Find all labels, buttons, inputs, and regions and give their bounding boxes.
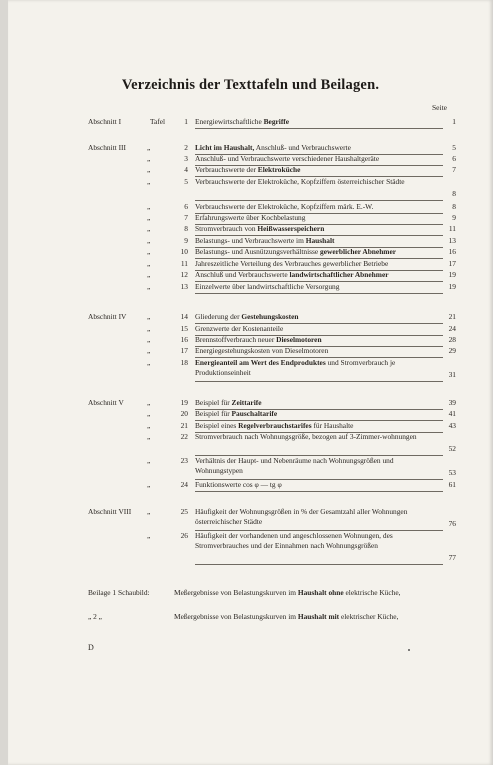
- beilage-label: „ 2 „: [88, 612, 102, 621]
- table-number: 19: [180, 398, 188, 407]
- page-number: 11: [448, 224, 456, 233]
- ditto-mark: „: [147, 259, 151, 268]
- entry-title: Energiewirtschaftliche Begriffe: [195, 117, 290, 126]
- entry-title: Belastungs- und Ausnützungsverhältnisse gewerblicher Abnehmer: [195, 247, 397, 256]
- entry-title: Verbrauchswerte der Elektroküche, Kopfziffern österreichischer Städte: [195, 177, 405, 186]
- page-number: 8: [452, 202, 456, 211]
- ditto-mark: „: [147, 154, 151, 163]
- seite-header: Seite: [432, 103, 447, 112]
- beilage-title: Meßergebnisse von Belastungskurven im Haushalt ohne elektrische Küche,: [174, 588, 401, 597]
- page-number: 1: [452, 117, 456, 126]
- ditto-mark: „: [147, 409, 151, 418]
- entry-title: Verbrauchswerte der Elektroküche: [195, 165, 301, 174]
- ditto-mark: „: [147, 224, 151, 233]
- table-number: 16: [180, 335, 188, 344]
- table-number: 20: [180, 409, 188, 418]
- page-title: Verzeichnis der Texttafeln und Beilagen.: [121, 77, 380, 93]
- document-page: [8, 0, 493, 765]
- entry-title: Erfahrungswerte über Kochbelastung: [195, 213, 306, 222]
- page-number: 13: [448, 236, 456, 245]
- entry-title: Stromverbrauch nach Wohnungsgröße, bezogen auf 3-Zimmer-wohnungen: [195, 432, 417, 441]
- page-number: 41: [448, 409, 456, 418]
- table-number: 18: [180, 358, 188, 367]
- entry-title: Stromverbrauch von Heißwasserspeichern: [195, 224, 325, 233]
- ditto-mark: „: [147, 432, 151, 441]
- ditto-mark: „: [147, 456, 151, 465]
- entry-title: Verbrauchswerte der Elektroküche, Kopfziffern märk. E.-W.: [195, 202, 374, 211]
- page-number: 43: [448, 421, 456, 430]
- page-number: 39: [448, 398, 456, 407]
- tafel-label: Tafel: [150, 117, 166, 126]
- page-number: 7: [452, 165, 456, 174]
- footer-letter: D: [88, 643, 94, 652]
- page-number: 19: [448, 270, 456, 279]
- page-number: 5: [452, 143, 456, 152]
- paper-speck: [408, 649, 410, 651]
- ditto-mark: „: [147, 531, 151, 540]
- row-rule: [195, 381, 443, 382]
- ditto-mark: „: [147, 165, 151, 174]
- table-number: 15: [180, 324, 188, 333]
- ditto-mark: „: [147, 480, 151, 489]
- entry-title: Brennstoffverbrauch neuer Dieselmotoren: [195, 335, 322, 344]
- ditto-mark: „: [147, 421, 151, 430]
- ditto-mark: „: [147, 143, 151, 152]
- page-number: 9: [452, 213, 456, 222]
- ditto-mark: „: [147, 346, 151, 355]
- table-number: 9: [184, 236, 188, 245]
- table-number: 11: [180, 259, 188, 268]
- beilage-label: Beilage 1 Schaubild:: [88, 588, 150, 597]
- entry-title: Funktionswerte cos φ — tg φ: [195, 480, 282, 489]
- row-rule: [195, 491, 443, 492]
- page-number: 24: [448, 324, 456, 333]
- page-number: 19: [448, 282, 456, 291]
- table-number: 13: [180, 282, 188, 291]
- page-number: 16: [448, 247, 456, 256]
- page-number: 61: [448, 480, 456, 489]
- page-number: 76: [448, 519, 456, 528]
- entry-title: Anschluß- und Verbrauchswerte verschiedener Haushaltgeräte: [195, 154, 380, 163]
- entry-title: Einzelwerte über landwirtschaftliche Versorgung: [195, 282, 340, 291]
- entry-title: Grenzwerte der Kostenanteile: [195, 324, 284, 333]
- section-label: Abschnitt I: [88, 117, 122, 126]
- table-number: 21: [180, 421, 188, 430]
- page-number: 31: [448, 370, 456, 379]
- row-rule: [195, 200, 443, 201]
- table-number: 24: [180, 480, 188, 489]
- table-number: 7: [184, 213, 188, 222]
- entry-title: Licht im Haushalt, Anschluß- und Verbrauchswerte: [195, 143, 351, 152]
- entry-title: Verhältnis der Haupt- und Nebenräume nach Wohnungsgrößen und Wohnungstypen: [195, 456, 394, 475]
- beilage-title: Meßergebnisse von Belastungskurven im Haushalt mit elektrischer Küche,: [174, 612, 399, 621]
- table-number: 25: [180, 507, 188, 516]
- section-label: Abschnitt IV: [88, 312, 127, 321]
- entry-title: Häufigkeit der vorhandenen und angeschlossenen Wohnungen, des Stromverbrauches und der Einnahmen nach Wohnungsgrößen: [195, 531, 393, 550]
- entry-title: Beispiel eines Regelverbrauchstarifes für Haushalte: [195, 421, 354, 430]
- ditto-mark: „: [147, 312, 151, 321]
- page-number: 52: [448, 444, 456, 453]
- ditto-mark: „: [147, 247, 151, 256]
- entry-title: Häufigkeit der Wohnungsgrößen in % der Gesamtzahl aller Wohnungen österreichischer Städte: [195, 507, 408, 526]
- table-number: 10: [180, 247, 188, 256]
- ditto-mark: „: [147, 324, 151, 333]
- table-number: 5: [184, 177, 188, 186]
- row-rule: [195, 293, 443, 294]
- entry-title: Jahreszeitliche Verteilung des Verbrauches gewerblicher Betriebe: [195, 259, 389, 268]
- table-number: 26: [180, 531, 188, 540]
- page-number: 8: [452, 189, 456, 198]
- table-of-contents: [8, 0, 493, 765]
- entry-title: Gliederung der Gestehungskosten: [195, 312, 299, 321]
- page-number: 6: [452, 154, 456, 163]
- table-number: 6: [184, 202, 188, 211]
- ditto-mark: „: [147, 358, 151, 367]
- row-rule: [195, 128, 443, 129]
- ditto-mark: „: [147, 202, 151, 211]
- entry-title: Beispiel für Zeittarife: [195, 398, 262, 407]
- table-number: 8: [184, 224, 188, 233]
- table-number: 23: [180, 456, 188, 465]
- table-number: 2: [184, 143, 188, 152]
- ditto-mark: „: [147, 213, 151, 222]
- ditto-mark: „: [147, 236, 151, 245]
- ditto-mark: „: [147, 507, 151, 516]
- section-label: Abschnitt V: [88, 398, 124, 407]
- table-number: 12: [180, 270, 188, 279]
- page-number: 28: [448, 335, 456, 344]
- table-number: 1: [184, 117, 188, 126]
- ditto-mark: „: [147, 398, 151, 407]
- page-number: 77: [448, 553, 456, 562]
- entry-title: Energieanteil am Wert des Endproduktes und Stromverbrauch je Produktionseinheit: [195, 358, 396, 377]
- table-number: 17: [180, 346, 188, 355]
- row-rule: [195, 564, 443, 565]
- ditto-mark: „: [147, 282, 151, 291]
- page-number: 29: [448, 346, 456, 355]
- table-number: 22: [180, 432, 188, 441]
- page-number: 53: [448, 468, 456, 477]
- table-number: 14: [180, 312, 188, 321]
- ditto-mark: „: [147, 270, 151, 279]
- entry-title: Beispiel für Pauschaltarife: [195, 409, 278, 418]
- entry-title: Energiegestehungskosten von Dieselmotoren: [195, 346, 329, 355]
- table-number: 4: [184, 165, 188, 174]
- section-label: Abschnitt III: [88, 143, 126, 152]
- page-number: 21: [448, 312, 456, 321]
- entry-title: Anschluß und Verbrauchswerte landwirtschaftlicher Abnehmer: [195, 270, 389, 279]
- ditto-mark: „: [147, 177, 151, 186]
- section-label: Abschnitt VIII: [88, 507, 132, 516]
- page-number: 17: [448, 259, 456, 268]
- entry-title: Belastungs- und Verbrauchswerte im Haushalt: [195, 236, 335, 245]
- table-number: 3: [184, 154, 188, 163]
- ditto-mark: „: [147, 335, 151, 344]
